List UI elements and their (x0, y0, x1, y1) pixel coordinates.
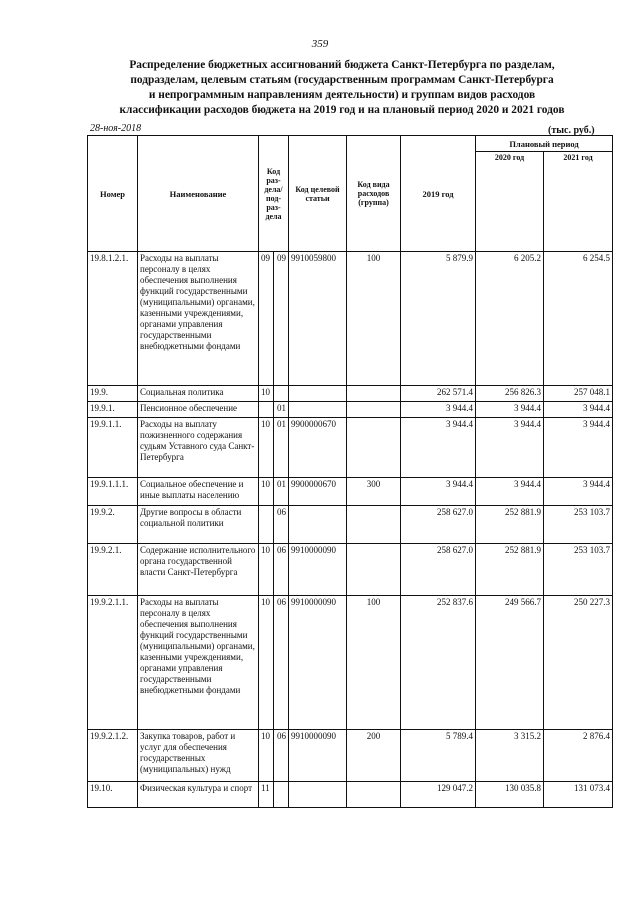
row-target-code (289, 506, 347, 544)
row-number: 19.9.2.1.1. (88, 596, 138, 730)
header-year-2019: 2019 год (401, 136, 476, 252)
row-subsection: 06 (274, 544, 289, 596)
row-number: 19.9.2.1. (88, 544, 138, 596)
row-amount-2020: 3 315.2 (476, 730, 544, 782)
row-amount-2020: 130 035.8 (476, 782, 544, 808)
row-number: 19.9. (88, 386, 138, 402)
title-line: классификации расходов бюджета на 2019 год и на плановый период 2020 и 2021 годов (119, 104, 565, 116)
row-section: 09 (259, 252, 274, 386)
row-target-code: 9900000670 (289, 418, 347, 478)
row-expense-type (347, 506, 401, 544)
row-amount-2019: 5 879.9 (401, 252, 476, 386)
row-target-code (289, 386, 347, 402)
row-target-code: 9910000090 (289, 596, 347, 730)
row-number: 19.9.1.1.1. (88, 478, 138, 506)
row-section (259, 506, 274, 544)
row-name: Расходы на выплату пожизненного содержания судьям Уставного суда Санкт-Петербурга (138, 418, 259, 478)
row-subsection (274, 386, 289, 402)
header-year-2021: 2021 год (544, 152, 613, 252)
row-subsection (274, 782, 289, 808)
row-name: Закупка товаров, работ и услуг для обеспечения государственных (муниципальных) нужд (138, 730, 259, 782)
header-target-code: Код целевой статьи (289, 136, 347, 252)
row-amount-2021: 2 876.4 (544, 730, 613, 782)
row-amount-2021: 253 103.7 (544, 506, 613, 544)
row-expense-type (347, 418, 401, 478)
row-subsection: 06 (274, 506, 289, 544)
row-subsection: 01 (274, 478, 289, 506)
table-row (88, 506, 613, 544)
row-amount-2021: 3 944.4 (544, 402, 613, 418)
table-row (88, 730, 613, 782)
row-target-code (289, 782, 347, 808)
row-amount-2020: 6 205.2 (476, 252, 544, 386)
row-expense-type: 300 (347, 478, 401, 506)
row-expense-type (347, 386, 401, 402)
row-amount-2021: 131 073.4 (544, 782, 613, 808)
row-section (259, 402, 274, 418)
budget-table (87, 135, 613, 808)
row-name: Расходы на выплаты персоналу в целях обеспечения выполнения функций государственными (муниципальными) органами, казенными учреждениями, органами управления государственными внебюджетными фондами (138, 252, 259, 386)
row-amount-2019: 5 789.4 (401, 730, 476, 782)
document-date: 28-ноя-2018 (90, 123, 142, 134)
row-number: 19.8.1.2.1. (88, 252, 138, 386)
row-section: 11 (259, 782, 274, 808)
row-amount-2019: 252 837.6 (401, 596, 476, 730)
row-target-code (289, 402, 347, 418)
table-row (88, 386, 613, 402)
row-subsection: 06 (274, 596, 289, 730)
header-expense-type: Код вида расходов (группа) (347, 136, 401, 252)
header-name: Наименование (138, 136, 259, 252)
header-planned-period: Плановый период (476, 136, 613, 152)
row-section: 10 (259, 386, 274, 402)
row-target-code: 9910059800 (289, 252, 347, 386)
table-row (88, 418, 613, 478)
row-amount-2021: 3 944.4 (544, 478, 613, 506)
row-amount-2021: 257 048.1 (544, 386, 613, 402)
row-amount-2019: 3 944.4 (401, 402, 476, 418)
row-subsection: 01 (274, 402, 289, 418)
table-row (88, 478, 613, 506)
units-label: (тыс. руб.) (548, 125, 595, 136)
title-line: подразделам, целевым статьям (государственным программам Санкт-Петербурга (130, 74, 554, 86)
row-amount-2021: 3 944.4 (544, 418, 613, 478)
row-target-code: 9910000090 (289, 730, 347, 782)
row-amount-2019: 3 944.4 (401, 478, 476, 506)
row-amount-2019: 258 627.0 (401, 506, 476, 544)
row-subsection: 09 (274, 252, 289, 386)
row-amount-2020: 3 944.4 (476, 402, 544, 418)
row-expense-type: 100 (347, 252, 401, 386)
row-section: 10 (259, 418, 274, 478)
header-number: Номер (88, 136, 138, 252)
row-name: Физическая культура и спорт (138, 782, 259, 808)
row-name: Расходы на выплаты персоналу в целях обеспечения выполнения функций государственными (муниципальными) органами, казенными учреждениями, органами управления государственными внебюджетными фондами (138, 596, 259, 730)
header-section-code: Код раз-дела/под-раз-дела (259, 136, 289, 252)
row-amount-2021: 6 254.5 (544, 252, 613, 386)
header-year-2020: 2020 год (476, 152, 544, 252)
row-target-code: 9910000090 (289, 544, 347, 596)
row-amount-2019: 3 944.4 (401, 418, 476, 478)
row-section: 10 (259, 478, 274, 506)
title-line: и непрограммным направлениям деятельности) и группам видов расходов (148, 89, 536, 101)
row-amount-2019: 258 627.0 (401, 544, 476, 596)
row-name: Социальная политика (138, 386, 259, 402)
row-amount-2021: 250 227.3 (544, 596, 613, 730)
row-subsection: 01 (274, 418, 289, 478)
row-amount-2020: 3 944.4 (476, 478, 544, 506)
row-amount-2019: 129 047.2 (401, 782, 476, 808)
row-expense-type (347, 544, 401, 596)
row-name: Другие вопросы в области социальной политики (138, 506, 259, 544)
row-expense-type (347, 782, 401, 808)
row-amount-2020: 256 826.3 (476, 386, 544, 402)
row-number: 19.9.2.1.2. (88, 730, 138, 782)
row-subsection: 06 (274, 730, 289, 782)
row-name: Содержание исполнительного органа государственной власти Санкт-Петербурга (138, 544, 259, 596)
row-amount-2020: 249 566.7 (476, 596, 544, 730)
table-row (88, 782, 613, 808)
row-target-code: 9900000670 (289, 478, 347, 506)
table-row (88, 544, 613, 596)
table-row (88, 402, 613, 418)
row-amount-2020: 252 881.9 (476, 506, 544, 544)
row-expense-type (347, 402, 401, 418)
table-row (88, 252, 613, 386)
row-amount-2020: 252 881.9 (476, 544, 544, 596)
row-expense-type: 100 (347, 596, 401, 730)
row-name: Социальное обеспечение и иные выплаты населению (138, 478, 259, 506)
page-number: 359 (311, 38, 329, 50)
row-section: 10 (259, 730, 274, 782)
row-amount-2019: 262 571.4 (401, 386, 476, 402)
table-row (88, 596, 613, 730)
row-number: 19.10. (88, 782, 138, 808)
row-name: Пенсионное обеспечение (138, 402, 259, 418)
row-expense-type: 200 (347, 730, 401, 782)
row-number: 19.9.1.1. (88, 418, 138, 478)
row-number: 19.9.1. (88, 402, 138, 418)
document-title (92, 58, 592, 118)
row-number: 19.9.2. (88, 506, 138, 544)
title-line: Распределение бюджетных ассигнований бюджета Санкт-Петербурга по разделам, (129, 59, 555, 71)
row-section: 10 (259, 596, 274, 730)
row-amount-2021: 253 103.7 (544, 544, 613, 596)
row-amount-2020: 3 944.4 (476, 418, 544, 478)
row-section: 10 (259, 544, 274, 596)
